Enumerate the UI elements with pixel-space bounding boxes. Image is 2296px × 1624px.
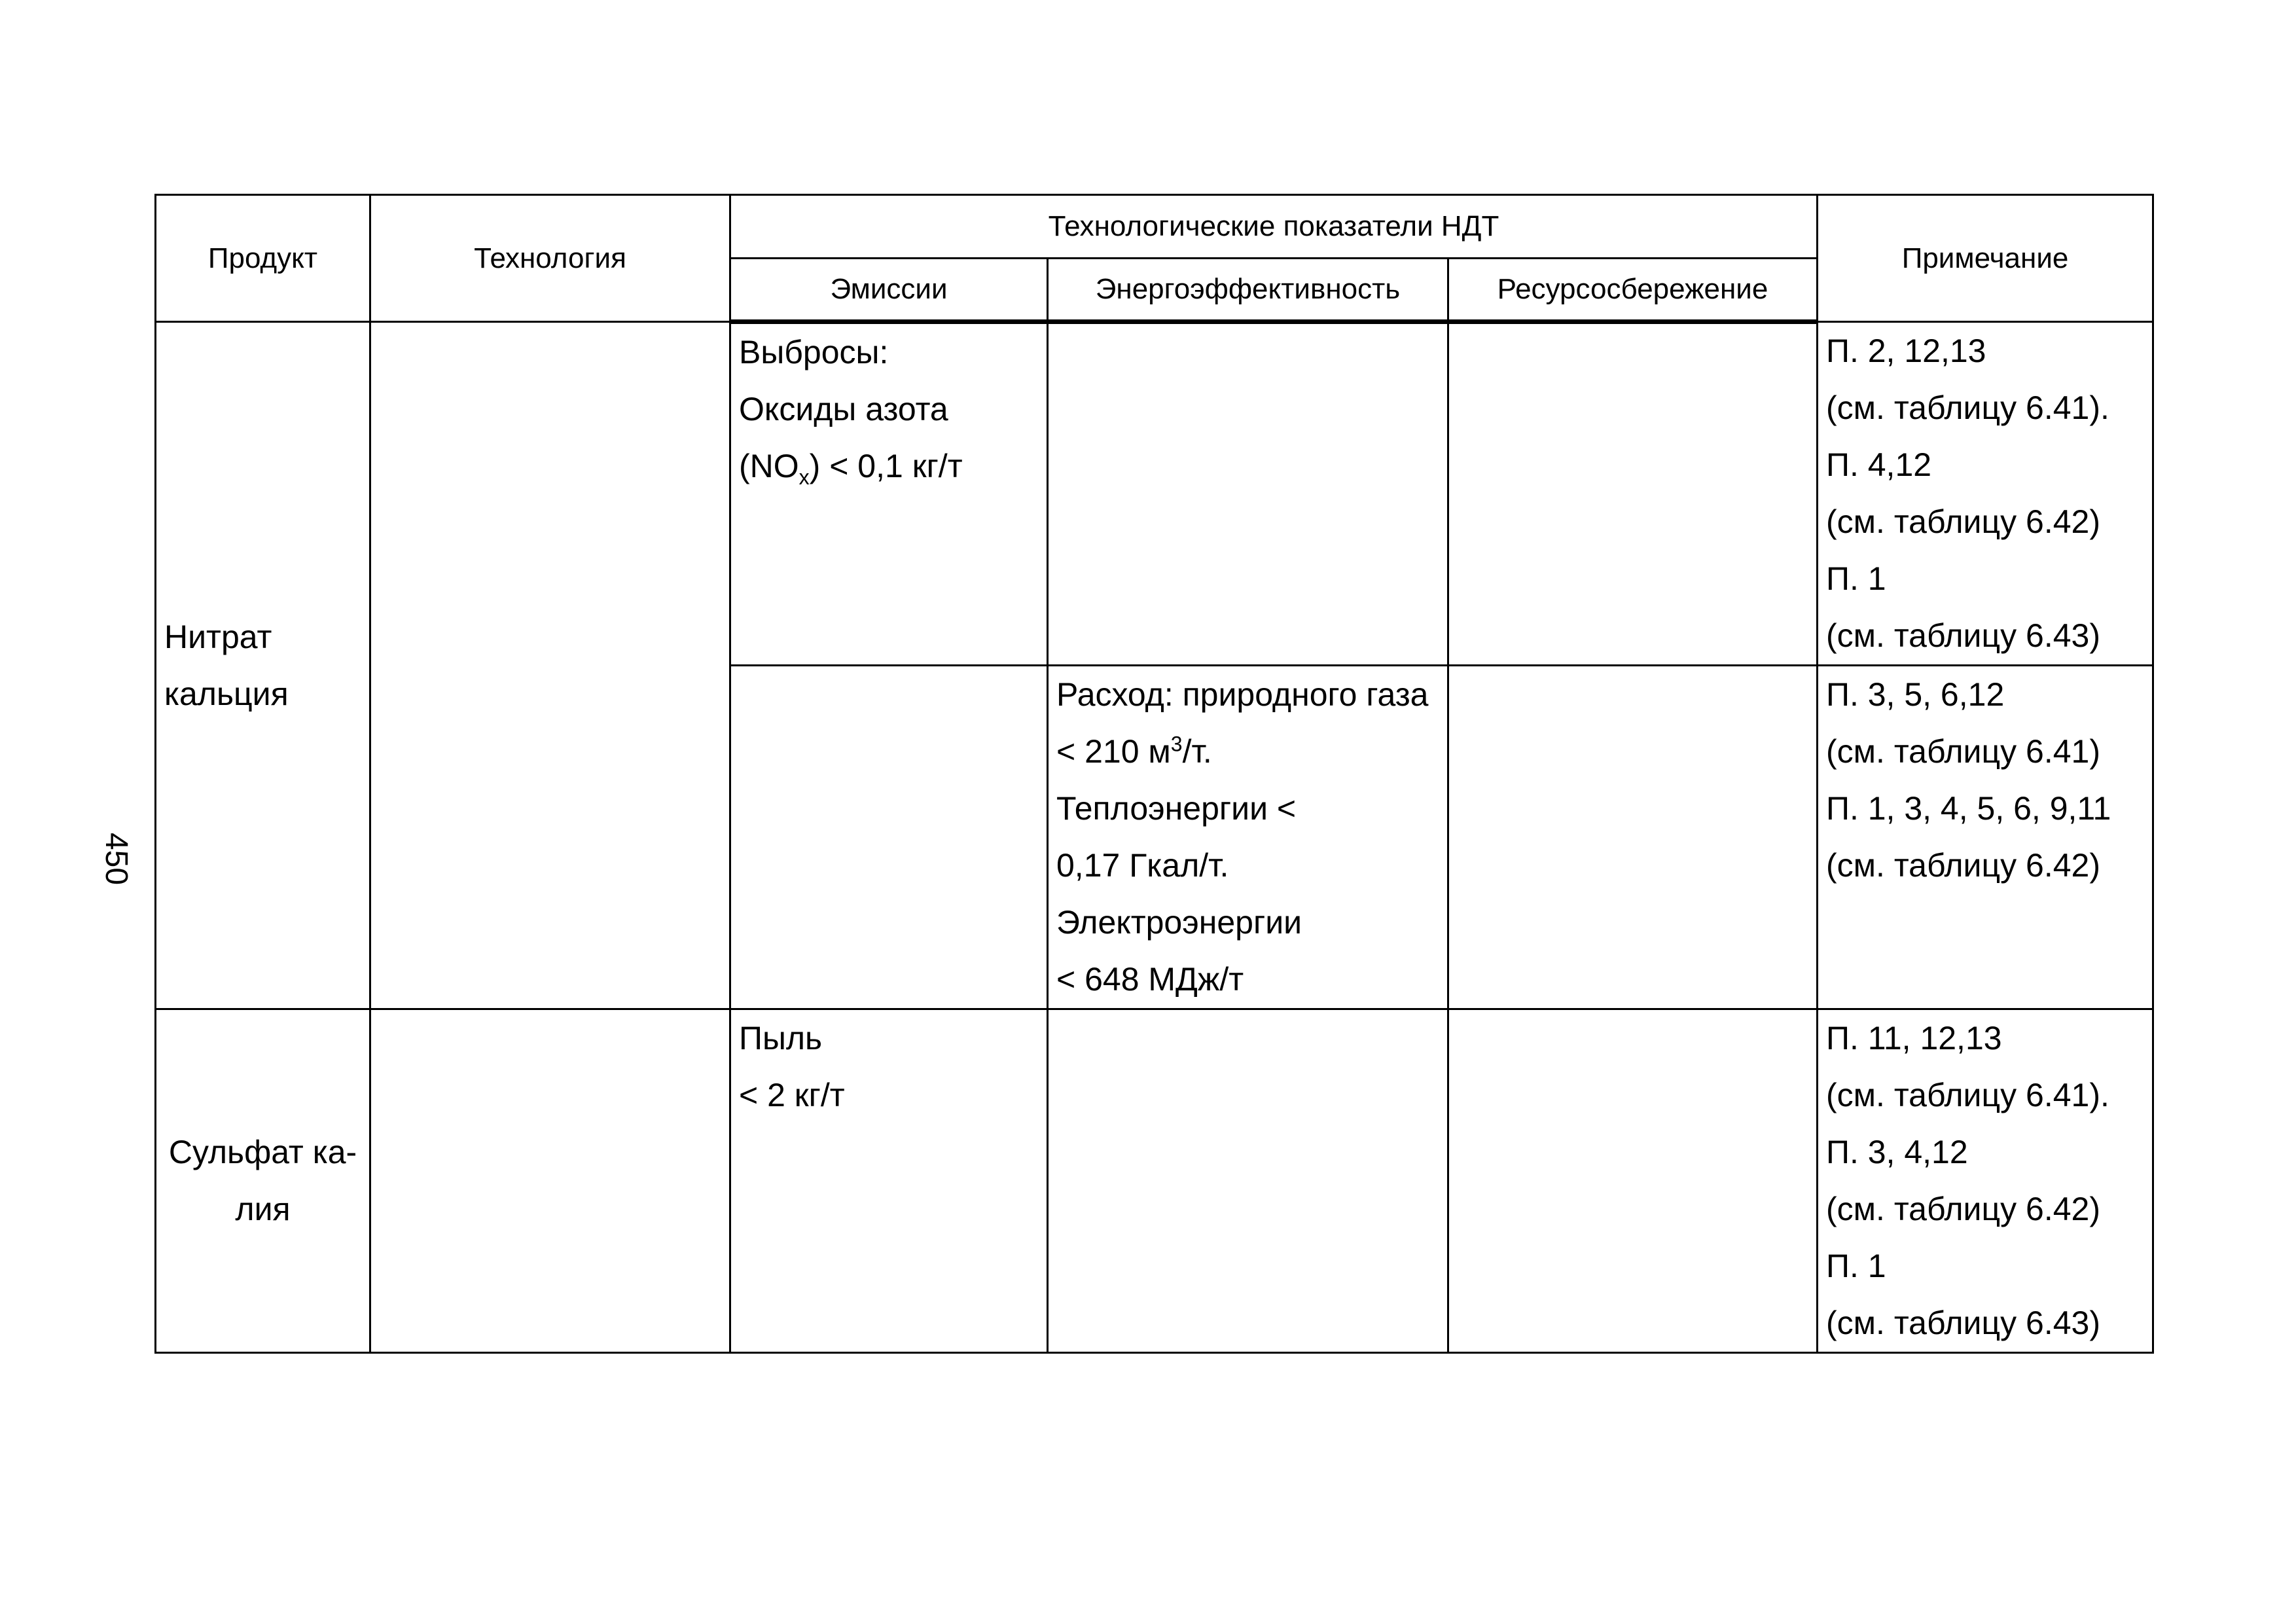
resources-cell [1448,322,1818,666]
resources-cell [1448,666,1818,1009]
emissions-cell [730,322,1048,666]
header-note: Примечание [1818,195,2153,322]
note-line: (см. таблицу 6.41). [1826,1077,2109,1113]
note-line: П. 1 [1826,560,1886,597]
note-line: (см. таблицу 6.43) [1826,1305,2100,1341]
note-line: (см. таблицу 6.42) [1826,503,2100,540]
energy-cell [1048,322,1448,666]
emissions-line: Выбросы: [739,334,889,370]
page-number-text: 450 [99,832,134,886]
energy-cell [1048,666,1448,1009]
note-cell [1818,1009,2153,1353]
note-line: (см. таблицу 6.42) [1826,847,2100,884]
note-cell [1818,322,2153,666]
emissions-cell [730,1009,1048,1353]
page-number [84,832,149,886]
header-emissions: Эмиссии [730,259,1048,322]
header-product: Продукт [156,195,370,322]
technology-cell [370,1009,730,1353]
note-line: П. 1 [1826,1248,1886,1284]
emissions-cell [730,666,1048,1009]
energy-line: Теплоэнергии < [1056,790,1297,827]
product-line: лия [235,1191,291,1227]
note-line: (см. таблицу 6.42) [1826,1191,2100,1227]
note-line: П. 3, 4,12 [1826,1134,1968,1170]
note-line: П. 2, 12,13 [1826,333,1986,369]
emissions-line: Пыль [739,1020,823,1056]
note-line: (см. таблицу 6.43) [1826,617,2100,654]
product-cell [156,1009,370,1353]
header-energy: Энергоэффективность [1048,259,1448,322]
energy-line: 0,17 Гкал/т. [1056,847,1229,884]
emissions-line: Оксиды азота [739,391,948,427]
energy-line: Электроэнергии [1056,904,1302,941]
energy-line: < 648 МДж/т [1056,961,1244,998]
header-technology: Технология [370,195,730,322]
energy-cell [1048,1009,1448,1353]
header-indicators-group: Технологические показатели НДТ [730,195,1818,259]
emissions-line: < 2 кг/т [739,1077,845,1113]
energy-line: < 210 $м^3/т$. [1056,732,1212,770]
note-line: П. 1, 3, 4, 5, 6, 9,11 [1826,790,2111,827]
table-row [156,322,2153,666]
header-resources: Ресурсосбережение [1448,259,1818,322]
energy-line: Расход: природного газа [1056,676,1429,713]
technology-cell [370,322,730,1009]
resources-cell [1448,1009,1818,1353]
note-line: П. 11, 12,13 [1826,1020,2002,1056]
note-line: (см. таблицу 6.41). [1826,389,2109,426]
note-line: П. 3, 5, 6,12 [1826,676,2005,713]
product-line: кальция [164,675,289,712]
bat-indicators-table [154,194,2154,1354]
table-row [156,1009,2153,1353]
note-line: П. 4,12 [1826,446,1932,483]
product-line: Сульфат ка- [168,1134,357,1170]
note-line: (см. таблицу 6.41) [1826,733,2100,770]
product-cell [156,322,370,1009]
product-line: Нитрат [164,618,272,655]
emissions-formula: $(NO_x) < 0,1$ кг/т [739,448,963,489]
note-cell [1818,666,2153,1009]
